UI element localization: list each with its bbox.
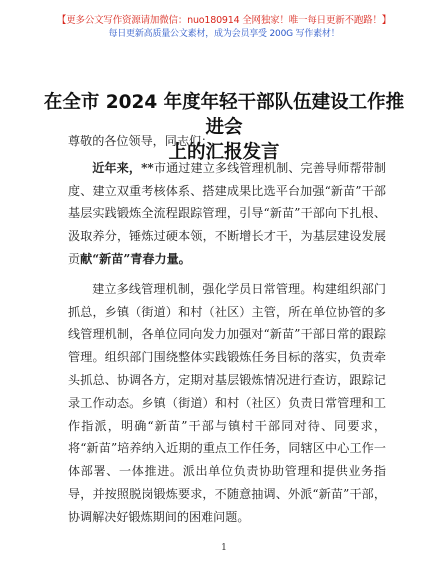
promo-banner-line-2: 每日更新高质量公文素材，成为会员享受 200G 写作素材！ — [108, 29, 340, 39]
promo-banner-line-1: 【更多公文写作资源请加微信：nuo180914 全网独家！唯一每日更新不跑路！】 — [56, 15, 392, 26]
paragraph-1-lead: 近年来，** — [92, 160, 154, 175]
document-title-line-1: 在全市 2024 年度年轻干部队伍建设工作推进会 — [43, 92, 405, 138]
paragraph-1-tail: 献“新苗”青春力量。 — [80, 251, 191, 266]
paragraph-1 — [68, 157, 386, 271]
document-body — [68, 130, 386, 529]
paragraph-1-body: 市通过建立多线管理机制、完善导师帮带制度、建立双重考核体系、搭建成果比选平台加强“新苗”干部基层实践锻炼全流程跟踪管理，引导“新苗”干部向下扎根、汲取养分，锤炼过硬本领，不断增长才干，为基层建设发展贡 — [68, 160, 386, 266]
document-title-line-2: 上的汇报发言 — [168, 142, 280, 163]
salutation: 尊敬的各位领导，同志们： — [68, 134, 214, 148]
page-number: 1 — [221, 543, 227, 553]
paragraph-2: 建立多线管理机制，强化学员日常管理。构建组织部门抓总，乡镇（街道）和村（社区）主管，所在单位协管的多线管理机制，各单位同向发力加强对“新苗”干部日常的跟踪管理。组织部门围绕整体实践锻炼任务目标的落实，负责牵头抓总、协调各方，定期对基层锻炼情况进行查访，跟踪记录工作动态。乡镇（街道）和村（社区）负责日常管理和工作指派，明确“新苗”干部与镇村干部同对待、同要求，将“新苗”培养纳入近期的重点工作任务，同辖区中心工作一体部署、一体推进。派出单位负责协助管理和提供业务指导，并按照脱岗锻炼要求，不随意抽调、外派“新苗”干部，协调解决好锻炼期间的困难问题。 — [68, 281, 386, 524]
